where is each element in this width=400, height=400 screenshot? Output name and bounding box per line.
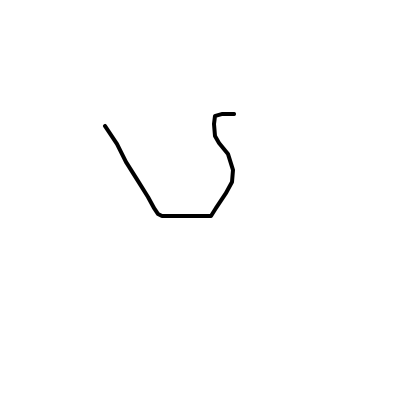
hand-drawn-stroke [105, 114, 234, 216]
